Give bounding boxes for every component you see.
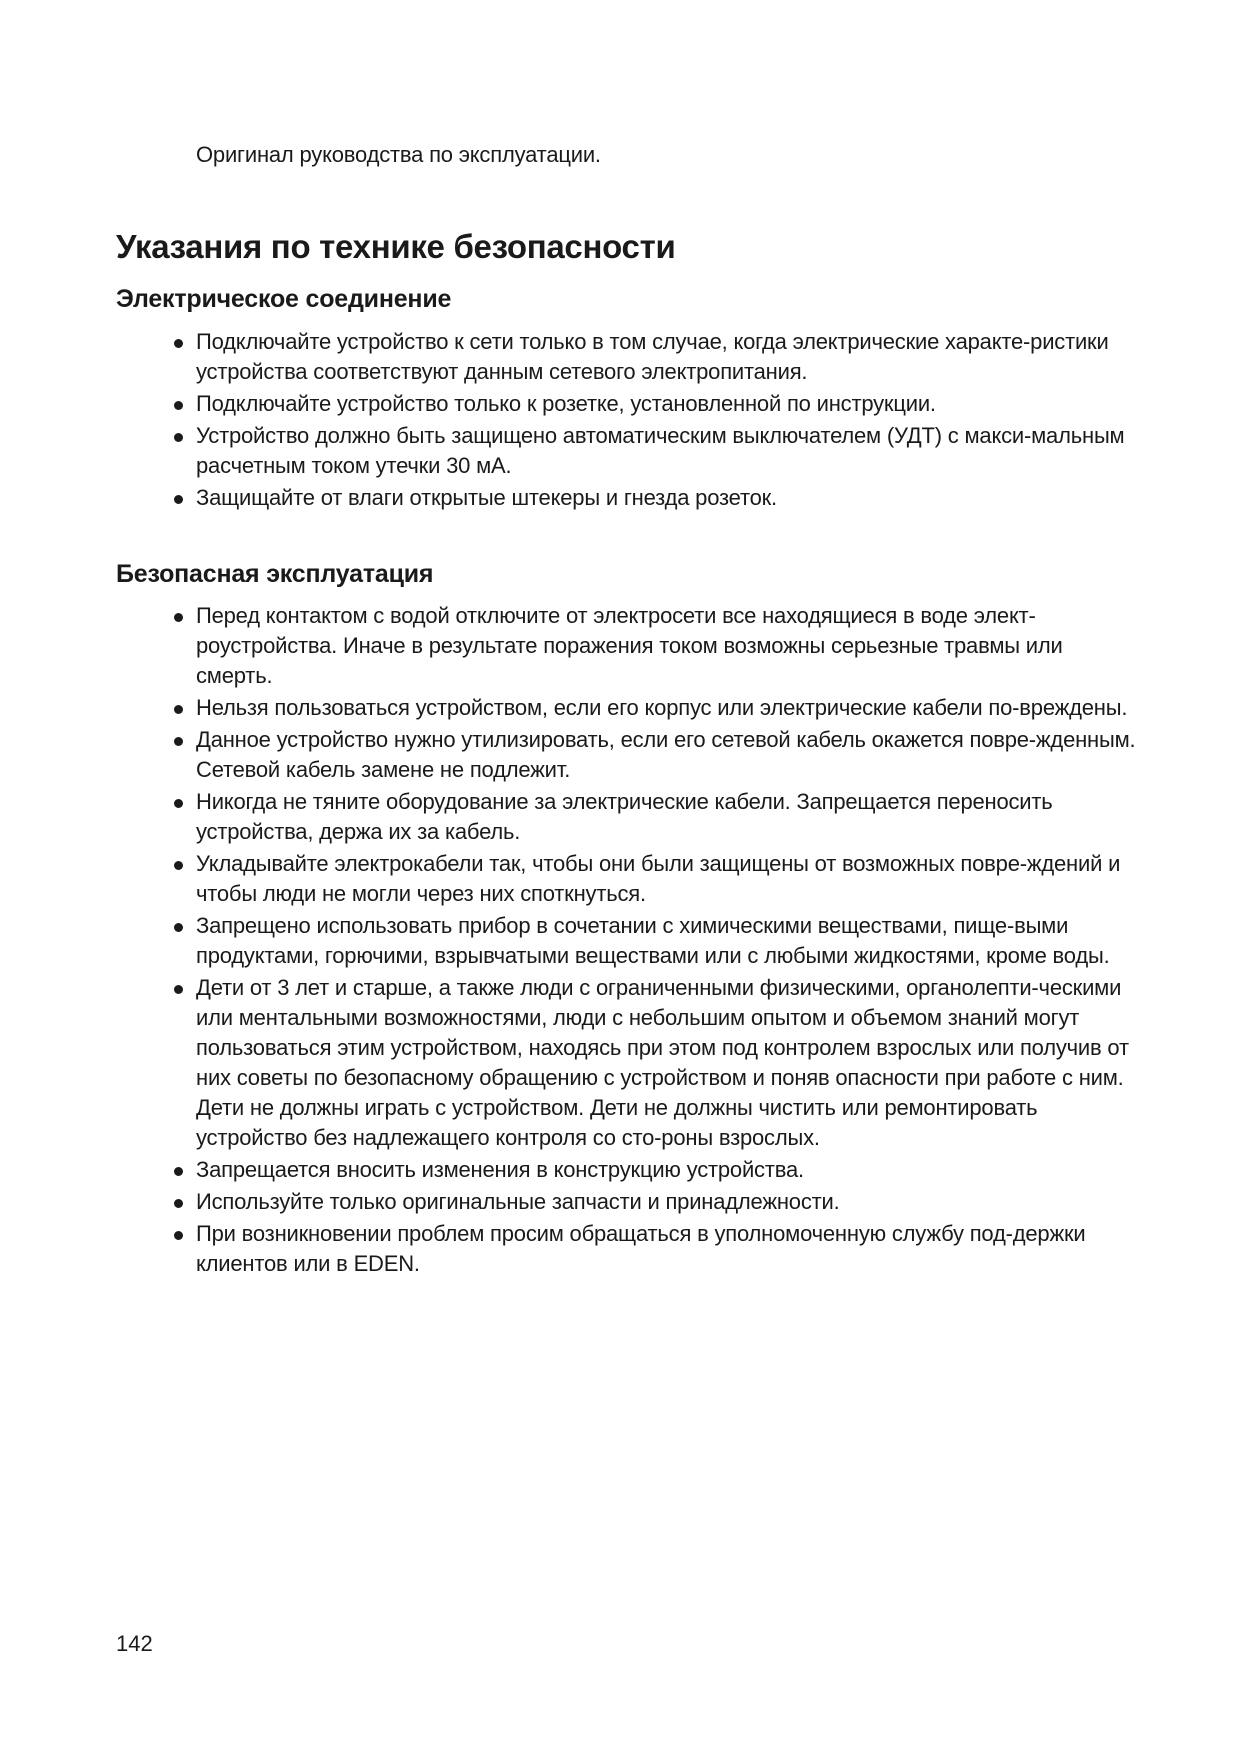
list-item: Подключайте устройство к сети только в том случае, когда электрические характе-ристики устройства соответствуют данным сетевого электропитания.: [196, 327, 1136, 387]
intro-text: Оригинал руководства по эксплуатации.: [196, 142, 601, 167]
bullet-list-electrical-connection: [196, 327, 1136, 515]
list-item: Подключайте устройство только к розетке, установленной по инструкции.: [196, 389, 1136, 419]
list-item: Устройство должно быть защищено автоматическим выключателем (УДТ) с макси-мальным расчетным током утечки 30 мА.: [196, 421, 1136, 481]
list-item: Нельзя пользоваться устройством, если его корпус или электрические кабели по-вреждены.: [196, 693, 1136, 723]
bullet-list-safe-operation: [196, 601, 1136, 1281]
page-number: 142: [116, 1631, 153, 1656]
list-item: При возникновении проблем просим обращаться в уполномоченную службу под-держки клиентов или в EDEN.: [196, 1219, 1136, 1279]
list-item: Запрещено использовать прибор в сочетании с химическими веществами, пище-выми продуктами, горючими, взрывчатыми веществами или с любыми жидкостями, кроме воды.: [196, 911, 1136, 971]
section-title-electrical-connection: Электрическое соединение: [116, 285, 452, 313]
list-item: Данное устройство нужно утилизировать, если его сетевой кабель окажется повре-жденным. Сетевой кабель замене не подлежит.: [196, 725, 1136, 785]
list-item: Дети от 3 лет и старше, а также люди с ограниченными физическими, органолепти-ческими или ментальными возможностями, люди с небольшим опытом и объемом знаний могут пользоваться этим устройством, находясь при этом под контролем взрослых или получив от них советы по безопасному обращению с устройством и поняв опасности при работе с ним. Дети не должны играть с устройством. Дети не должны чистить или ремонтировать устройство без надлежащего контроля со сто-роны взрослых.: [196, 973, 1136, 1153]
list-item: Запрещается вносить изменения в конструкцию устройства.: [196, 1155, 1136, 1185]
section-title-safe-operation: Безопасная эксплуатация: [116, 560, 434, 588]
list-item: Перед контактом с водой отключите от электросети все находящиеся в воде элект-роустройства. Иначе в результате поражения током возможны серьезные травмы или смерть.: [196, 601, 1136, 691]
list-item: Укладывайте электрокабели так, чтобы они были защищены от возможных повре-ждений и чтобы люди не могли через них споткнуться.: [196, 849, 1136, 909]
list-item: Используйте только оригинальные запчасти и принадлежности.: [196, 1187, 1136, 1217]
list-item: Никогда не тяните оборудование за электрические кабели. Запрещается переносить устройства, держа их за кабель.: [196, 787, 1136, 847]
page-title: Указания по технике безопасности: [116, 228, 676, 265]
list-item: Защищайте от влаги открытые штекеры и гнезда розеток.: [196, 483, 1136, 513]
